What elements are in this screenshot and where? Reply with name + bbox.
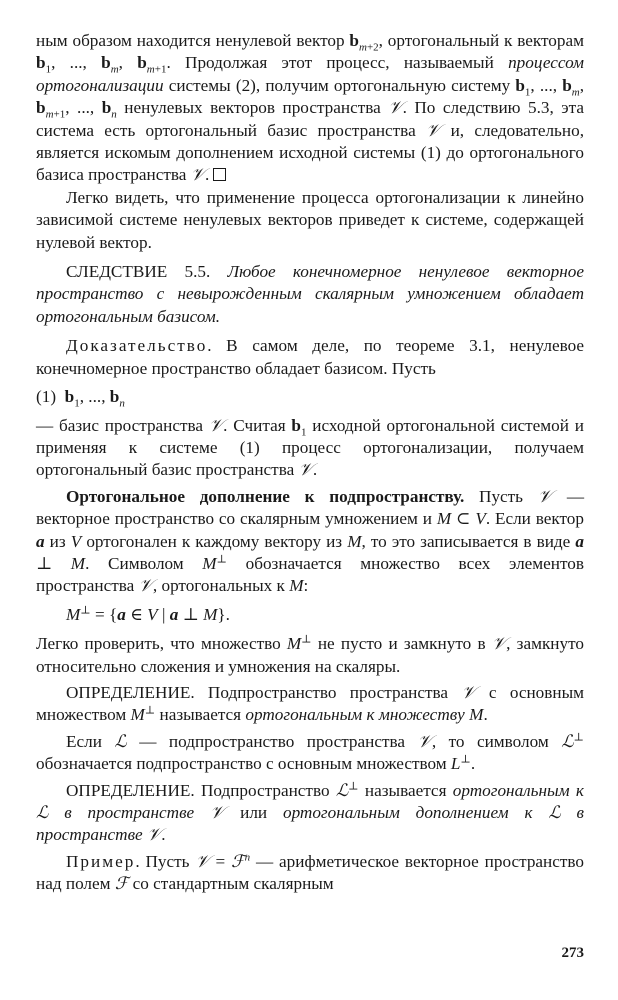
definition-orthogonal-to-set: ОПРЕДЕЛЕНИЕ. Подпространство пространства 𝒱 с основным множеством M⊥ называется ортогональным к множеству M. <box>36 682 585 725</box>
section-orthogonal-complement: Ортогональное дополнение к подпространству. Пусть 𝒱 — векторное пространство со скалярным умножением и M ⊂ V. Если вектор a из V ортогонален к каждому вектору из M, то это записывается в виде a ⊥ M. Символом M⊥ обозначается множество всех элементов пространства 𝒱, ортогональных к M: <box>36 486 584 596</box>
page-number: 273 <box>561 945 584 961</box>
paragraph-closure: Легко проверить, что множество M⊥ не пусто и замкнуто в 𝒱, замкнуто относительно сложения и умножения на скаляры. <box>36 633 584 676</box>
formula-basis-1: (1) $b_1$, ..., $b_n$ <box>36 387 125 410</box>
proof-start: Доказательство. В самом деле, по теореме 3.1, ненулевое конечномерное пространство обладает базисом. Пусть <box>36 336 584 378</box>
example-arithmetic-space: Пример. Пусть 𝒱 = ℱ$^n$ — арифметическое векторное пространство над полем ℱ со стандартным скалярным <box>36 851 584 894</box>
formula-orthogonal-set: M⊥ = {a ∈ V | a ⊥ M}. <box>66 604 230 624</box>
paragraph-basis-orthogonalization: — базис пространства 𝒱. Считая $b_1$ исходной ортогональной системой и применяя к системе (1) процесс ортогонализации, получаем ортогональный базис пространства 𝒱. <box>36 415 584 480</box>
definition-orthogonal-complement: ОПРЕДЕЛЕНИЕ. Подпространство ℒ⊥ называется ортогональным к ℒ в пространстве 𝒱 или ортогональным дополнением к ℒ в пространстве 𝒱. <box>36 779 584 845</box>
corollary-5-5: СЛЕДСТВИЕ 5.5. Любое конечномерное ненулевое векторное пространство с невырожденным скалярным умножением обладает ортогональным базисом. <box>36 262 584 326</box>
paragraph-orthogonalization-process: ным образом находится ненулевой вектор $b_{m+2}$, ортогональный к векторам $b_1$, ..., $b_m$, $b_{m+1}$. Продолжая этот процесс, называемый процессом ортогонализации системы (2), получим ортогональную систему $b_1$, ..., $b_m$, $b_{m+1}$, ..., $b_n$ ненулевых векторов пространства 𝒱. По следствию 5.3, эта система есть ортогональный базис пространства 𝒱 и, следовательно, является искомым дополнением исходной системы (1) до ортогонального базиса пространства 𝒱. <box>36 31 585 185</box>
end-of-proof-icon <box>213 168 226 181</box>
page-body <box>36 30 584 896</box>
paragraph-subspace-symbol: Если ℒ — подпространство пространства 𝒱, то символом ℒ⊥ обозначается подпространство с основным множеством L⊥. <box>36 731 584 774</box>
paragraph-linear-dependence: Легко видеть, что применение процесса ортогонализации к линейно зависимой системе ненулевых векторов приведет к системе, содержащей нулевой вектор. <box>36 187 584 252</box>
